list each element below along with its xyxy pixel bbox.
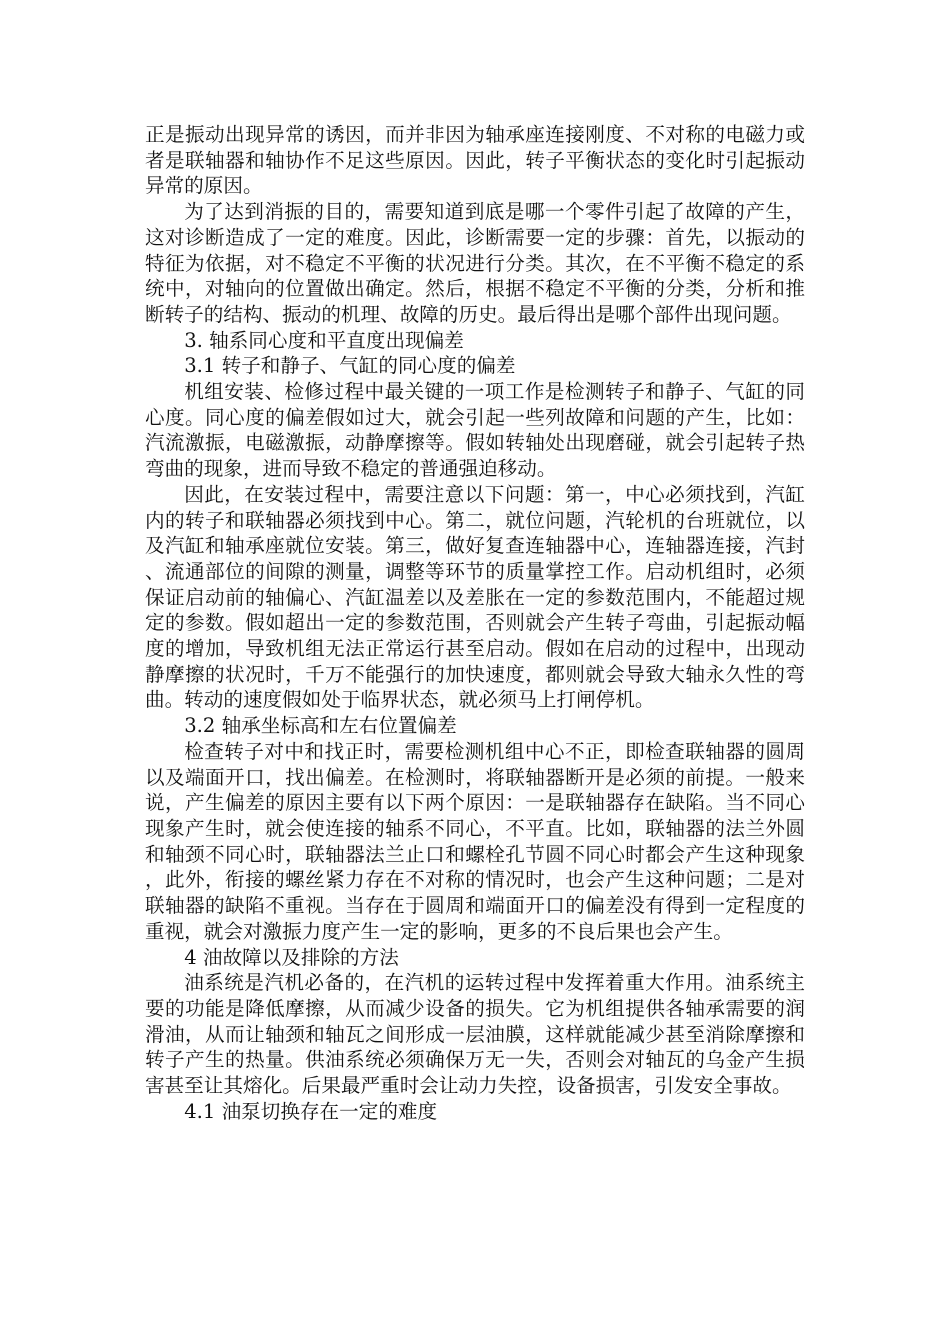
paragraph-intro: 正是振动出现异常的诱因，而并非因为轴承座连接刚度、不对称的电磁力或者是联轴器和轴协作不足这些原因。因此，转子平衡状态的变化时引起振动异常的原因。 xyxy=(145,123,805,198)
document-body xyxy=(145,122,805,1124)
section-heading-3-1: 3.1 转子和静子、气缸的同心度的偏差 xyxy=(184,354,516,378)
paragraph-installation-issues: 因此，在安装过程中，需要注意以下问题：第一，中心必须找到，汽缸内的转子和联轴器必须找到中心。第二，就位问题，汽轮机的台班就位，以及汽缸和轴承座就位安装。第三，做好复查连轴器中心，连轴器连接，汽封、流通部位的间隙的测量，调整等环节的质量掌控工作。启动机组时，必须保证启动前的轴偏心、汽缸温差以及差胀在一定的参数范围内，不能超过规定的参数。假如超出一定的参数范围，否则就会产生转子弯曲，引起振动幅度的增加，导致机组无法正常运行甚至启动。假如在启动的过程中，出现动静摩擦的状况时，千万不能强行的加快速度，都则就会导致大轴永久性的弯曲。转动的速度假如处于临界状态，就必须马上打闸停机。 xyxy=(145,482,805,712)
section-heading-3: 3. 轴系同心度和平直度出现偏差 xyxy=(184,328,464,352)
paragraph-coupling-deviation: 检查转子对中和找正时，需要检测机组中心不正，即检查联轴器的圆周以及端面开口，找出偏差。在检测时，将联轴器断开是必须的前提。一般来说，产生偏差的原因主要有以下两个原因：一是联轴器存在缺陷。当不同心现象产生时，就会使连接的轴系不同心，不平直。比如，联轴器的法兰外圆和轴颈不同心时，联轴器法兰止口和螺栓孔节圆不同心时都会产生这种现象，此外，衔接的螺丝紧力存在不对称的情况时，也会产生这种问题；二是对联轴器的缺陷不重视。当存在于圆周和端面开口的偏差没有得到一定程度的重视，就会对激振力度产生一定的影响，更多的不良后果也会产生。 xyxy=(145,739,805,943)
paragraph-oil-system: 油系统是汽机必备的，在汽机的运转过程中发挥着重大作用。油系统主要的功能是降低摩擦，从而减少设备的损失。它为机组提供各轴承需要的润滑油，从而让轴颈和轴瓦之间形成一层油膜，这样就能减少甚至消除摩擦和转子产生的热量。供油系统必须确保万无一失，否则会对轴瓦的乌金产生损害甚至让其熔化。后果最严重时会让动力失控，设备损害，引发安全事故。 xyxy=(145,971,805,1098)
section-heading-4: 4 油故障以及排除的方法 xyxy=(184,945,399,969)
section-heading-3-2: 3.2 轴承坐标高和左右位置偏差 xyxy=(184,714,457,738)
section-heading-4-1: 4.1 油泵切换存在一定的难度 xyxy=(184,1099,438,1123)
paragraph-concentricity: 机组安装、检修过程中最关键的一项工作是检测转子和静子、气缸的同心度。同心度的偏差假如过大，就会引起一些列故障和问题的产生，比如：汽流激振，电磁激振，动静摩擦等。假如转轴处出现磨碰，就会引起转子热弯曲的现象，进而导致不稳定的普通强迫移动。 xyxy=(145,380,805,481)
paragraph-diagnosis-steps: 为了达到消振的目的，需要知道到底是哪一个零件引起了故障的产生，这对诊断造成了一定的难度。因此，诊断需要一定的步骤：首先，以振动的特征为依据，对不稳定不平衡的状况进行分类。其次，在不平衡不稳定的系统中，对轴向的位置做出确定。然后，根据不稳定不平衡的分类，分析和推断转子的结构、振动的机理、故障的历史。最后得出是哪个部件出现问题。 xyxy=(145,200,805,326)
